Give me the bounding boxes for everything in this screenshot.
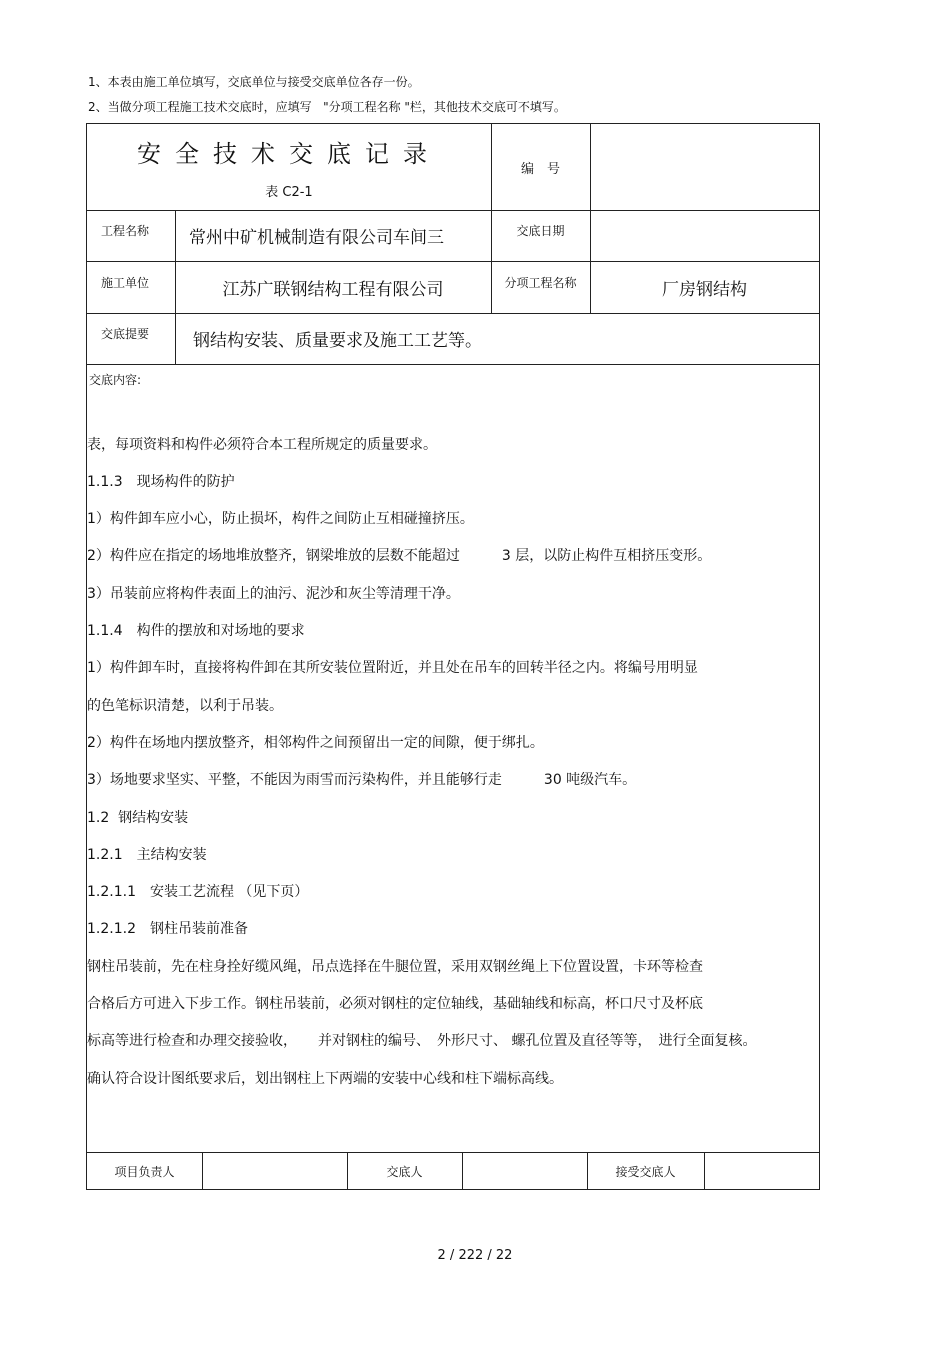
content-line: 表，每项资料和构件必须符合本工程所规定的质量要求。 <box>87 437 437 453</box>
summary-label <box>87 313 175 364</box>
content-line: 1.1.3 现场构件的防护 <box>87 474 235 490</box>
content-line: 确认符合设计图纸要求后，划出钢柱上下两端的安装中心线和柱下端标高线。 <box>87 1071 563 1087</box>
content-line: 1.2.1.1 安装工艺流程 （见下页） <box>87 884 309 900</box>
summary-label-text: 交底提要 <box>101 327 150 341</box>
subproject-value: 厂房钢结构 <box>662 279 747 300</box>
form-title: 安全技术交底记录 <box>137 140 441 168</box>
number-label <box>491 124 590 210</box>
contractor-label-text: 施工单位 <box>101 275 150 290</box>
receiver-label-text: 接受交底人 <box>615 1164 676 1179</box>
content-line: 钢柱吊装前，先在柱身拴好缆风绳，吊点选择在牛腿位置，采用双钢丝绳上下位置设置，卡环等检查 <box>87 959 703 975</box>
content-line: 标高等进行检查和办理交接验收， 并对钢柱的编号、 外形尺寸、 螺孔位置及直径等等， 进行全面复核。 <box>87 1033 757 1049</box>
contractor-label <box>87 261 175 313</box>
content-line: 3）场地要求坚实、平整，不能因为雨雪而污染构件，并且能够行走 30 吨级汽车。 <box>87 772 637 788</box>
content-line: 1.2.1.2 钢柱吊装前准备 <box>87 921 248 937</box>
date-label-text: 交底日期 <box>516 224 565 238</box>
summary-field[interactable] <box>175 313 819 364</box>
discloser-label <box>347 1152 462 1190</box>
date-label <box>491 210 590 261</box>
content-label: 交底内容: <box>89 373 142 387</box>
content-line: 的色笔标识清楚，以利于吊装。 <box>87 698 283 714</box>
contractor-value: 江苏广联钢结构工程有限公司 <box>222 279 444 300</box>
form-code: 表 C2-1 <box>265 185 313 200</box>
content-line: 1.2 钢结构安装 <box>87 810 189 826</box>
subproject-label <box>491 261 590 313</box>
content-line: 2）构件在场地内摆放整齐，相邻构件之间预留出一定的间隙，便于绑扎。 <box>87 735 544 751</box>
receiver-signature-field[interactable] <box>704 1152 819 1190</box>
content-line: 合格后方可进入下步工作。钢柱吊装前，必须对钢柱的定位轴线，基础轴线和标高，杯口尺寸及杯底 <box>87 996 703 1012</box>
number-field[interactable] <box>590 124 819 210</box>
number-label-text: 编 号 <box>520 161 560 177</box>
content-line: 2）构件应在指定的场地堆放整齐，钢梁堆放的层数不能超过 3 层，以防止构件互相挤压变形。 <box>87 548 712 564</box>
project-name-value: 常州中矿机械制造有限公司车间三 <box>189 228 444 248</box>
project-name-field[interactable] <box>175 210 491 261</box>
content-line: 1）构件卸车时，直接将构件卸在其所安装位置附近，并且处在吊车的回转半径之内。将编号用明显 <box>87 660 698 676</box>
receiver-label <box>587 1152 704 1190</box>
content-line: 3）吊装前应将构件表面上的油污、泥沙和灰尘等清理干净。 <box>87 586 460 602</box>
discloser-label-text: 交底人 <box>386 1164 423 1179</box>
instruction-note-1: 1、本表由施工单位填写，交底单位与接受交底单位各存一份。 <box>88 75 420 89</box>
leader-signature-field[interactable] <box>202 1152 347 1190</box>
subproject-field[interactable] <box>590 261 819 313</box>
rule <box>87 364 819 365</box>
page-number: 2 / 222 / 22 <box>437 1248 513 1263</box>
project-name-label <box>87 210 175 261</box>
content-line: 1.1.4 构件的摆放和对场地的要求 <box>87 623 305 639</box>
subproject-label-text: 分项工程名称 <box>504 275 577 290</box>
disclosure-form <box>86 123 820 1190</box>
content-line: 1）构件卸车应小心，防止损坏，构件之间防止互相碰撞挤压。 <box>87 511 474 527</box>
project-name-label-text: 工程名称 <box>101 224 150 238</box>
date-field[interactable] <box>590 210 819 261</box>
leader-label <box>87 1152 202 1190</box>
contractor-field[interactable] <box>175 261 491 313</box>
discloser-signature-field[interactable] <box>462 1152 587 1190</box>
leader-label-text: 项目负责人 <box>114 1164 175 1179</box>
instruction-note-2: 2、当做分项工程施工技术交底时，应填写 "分项工程名称 "栏，其他技术交底可不填写。 <box>88 100 566 114</box>
content-line: 1.2.1 主结构安装 <box>87 847 207 863</box>
summary-value: 钢结构安装、质量要求及施工工艺等。 <box>193 331 482 351</box>
